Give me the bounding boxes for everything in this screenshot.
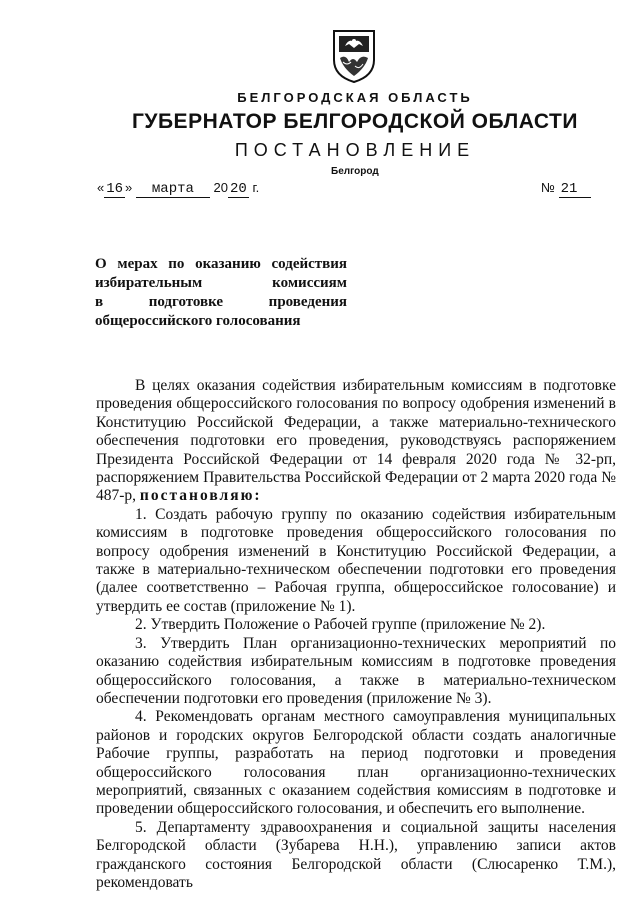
paragraph-intro <box>96 377 616 506</box>
title-line: избирательным комиссиям <box>95 275 347 291</box>
paragraph-3: 3. Утвердить План организационно-технических мероприятий по оказанию содействия избирательным комиссиям в подготовке проведения общероссийского голосования, а также в материально-техническом обеспечении подготовки его проведения (приложение № 3). <box>96 634 616 707</box>
decree-number <box>541 180 591 198</box>
governor-heading: ГУБЕРНАТОР БЕЛГОРОДСКОЙ ОБЛАСТИ <box>132 110 578 133</box>
date-close-quote: » <box>125 180 133 195</box>
decree-heading: ПОСТАНОВЛЕНИЕ <box>234 140 476 160</box>
paragraph-4: 4. Рекомендовать органам местного самоуправления муниципальных районов и городских округов Белгородской области создать аналогичные Рабочие группы, разработать на период подготовки и проведения общероссийского голосования план организационно-технических мероприятий, связанных с оказанием содействия комиссиям в подготовке и проведении общероссийского голосования, и обеспечить его выполнение. <box>96 708 616 818</box>
title-line: в подготовке проведения <box>95 294 347 310</box>
city-label: Белгород <box>331 166 379 177</box>
paragraph-1: 1. Создать рабочую группу по оказанию содействия избирательным комиссиям в подготовке проведения общероссийского голосования по вопросу одобрения изменений в Конституцию Российской Федерации, а также в материально-техническом обеспечении подготовки его проведения (далее соответственно – Рабочая группа, общероссийское голосование) и утвердить ее состав (приложение № 1). <box>96 505 616 615</box>
date-open-quote: « <box>97 180 105 195</box>
decree-title <box>95 255 347 331</box>
title-line: О мерах по оказанию содействия <box>95 256 347 272</box>
date-year-prefix: 20 <box>213 180 228 195</box>
date-day: 16 <box>106 181 124 197</box>
coat-of-arms-icon <box>331 28 377 84</box>
intro-decree-word: постановляю: <box>139 487 262 505</box>
paragraph-5: 5. Департаменту здравоохранения и социальной защиты населения Белгородской области (Зубарева Н.Н.), управлению записи актов гражданского состояния Белгородской области (Слюсаренко Т.М.), рекомендовать <box>96 818 616 891</box>
date-month: марта <box>136 181 210 198</box>
date-year-mark: г. <box>252 180 260 195</box>
paragraph-2: 2. Утвердить Положение о Рабочей группе (приложение № 2). <box>135 616 546 634</box>
number-value: 21 <box>559 181 591 198</box>
decree-body <box>96 377 616 892</box>
number-label: № <box>541 180 555 195</box>
region-heading: БЕЛГОРОДСКАЯ ОБЛАСТЬ <box>237 90 473 105</box>
intro-text: В целях оказания содействия избирательным комиссиям в подготовке проведения общероссийского голосования по вопросу одобрения изменений в Конституцию Российской Федерации, а также материально-технического обеспечения подготовки его проведения, руководствуясь распоряжением Президента Российской Федерации от 14 февраля 2020 года № 32-рп, распоряжением Правительства Российской Федерации от 2 марта 2020 года № 487-р, <box>96 377 616 505</box>
decree-date <box>97 180 259 198</box>
title-line: общероссийского голосования <box>95 313 301 329</box>
date-year-suffix: 20 <box>230 181 247 197</box>
